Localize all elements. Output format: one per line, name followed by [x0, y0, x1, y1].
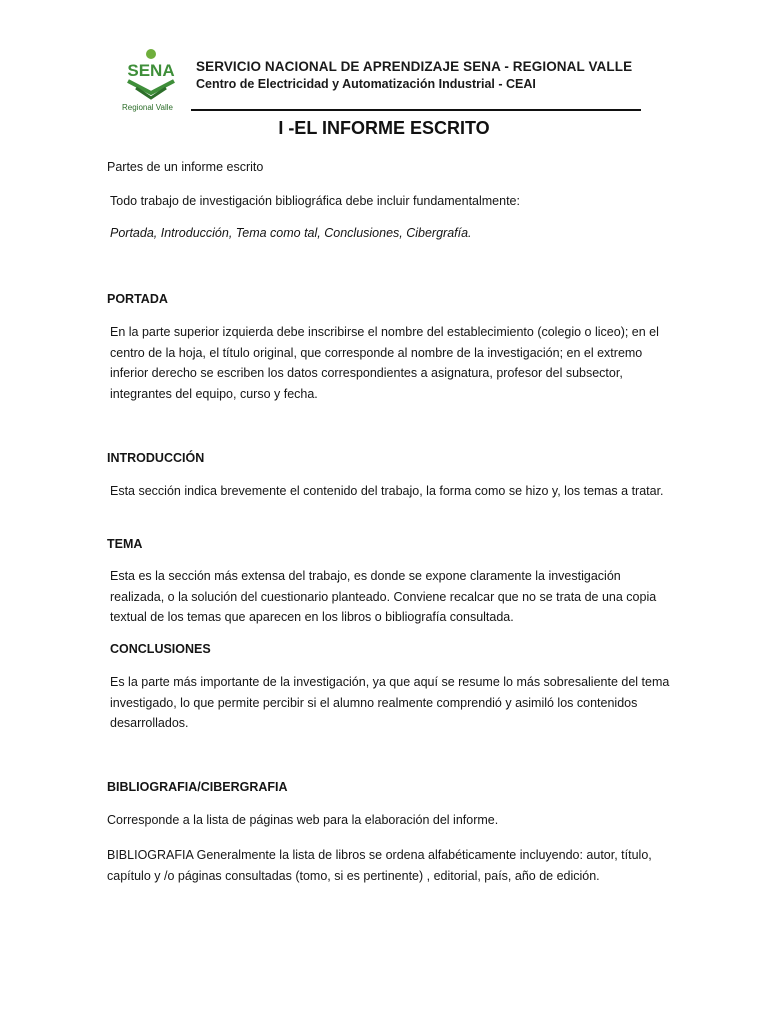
sena-logo	[118, 48, 184, 114]
intro-lead: Todo trabajo de investigación bibliográfica debe incluir fundamentalmente:	[110, 194, 520, 208]
header-divider	[191, 109, 641, 111]
center-name: Centro de Electricidad y Automatización Industrial - CEAI	[196, 77, 536, 91]
portada-body: En la parte superior izquierda debe inscribirse el nombre del establecimiento (colegio o liceo); en el centro de la hoja, el título original, que corresponde al nombre de la investigación; en el extremo inferior derecho se escriben los datos correspondientes a asignatura, profesor del subsector, integrantes del equipo, curso y fecha.	[110, 325, 659, 401]
institution-name: SERVICIO NACIONAL DE APRENDIZAJE SENA - REGIONAL VALLE	[196, 59, 633, 74]
portada-heading: PORTADA	[107, 292, 168, 306]
intro-parts: Portada, Introducción, Tema como tal, Conclusiones, Cibergrafía.	[110, 226, 472, 240]
bibliografia-body: Corresponde a la lista de páginas web para la elaboración del informe.	[107, 813, 499, 827]
logo-subtitle: Regional Valle	[122, 103, 173, 112]
bibliografia-note-body: Generalmente la lista de libros se ordena alfabéticamente incluyendo: autor, título, capítulo y /o páginas consultadas (tomo, si es pertinente) , editorial, país, año de edición.	[107, 848, 652, 883]
introduccion-heading: INTRODUCCIÓN	[107, 451, 205, 465]
conclusiones-heading: CONCLUSIONES	[110, 642, 211, 656]
tema-heading: TEMA	[107, 537, 143, 551]
conclusiones-body: Es la parte más importante de la investigación, ya que aquí se resume lo más sobresaliente del tema investigado, lo que permite percibir si el alumno realmente comprendió y asimiló los contenidos desarrollados.	[110, 675, 670, 730]
bibliografia-heading: BIBLIOGRAFIA/CIBERGRAFIA	[107, 780, 288, 794]
bibliografia-note	[107, 845, 667, 886]
sena-logo-icon	[118, 48, 184, 114]
institution-header	[196, 59, 646, 91]
bibliografia-note-label: BIBLIOGRAFIA	[107, 848, 194, 862]
document-title: I -EL INFORME ESCRITO	[278, 118, 490, 138]
tema-body: Esta es la sección más extensa del trabajo, es donde se expone claramente la investigación realizada, o la solución del cuestionario planteado. Conviene recalcar que no se trata de una copia textual de los temas que aparecen en los libros o bibliografía consultada.	[110, 569, 657, 624]
logo-wordmark: SENA	[127, 61, 175, 80]
introduccion-body: Esta sección indica brevemente el contenido del trabajo, la forma como se hizo y, los temas a tratar.	[110, 484, 664, 498]
intro-heading: Partes de un informe escrito	[107, 160, 264, 174]
